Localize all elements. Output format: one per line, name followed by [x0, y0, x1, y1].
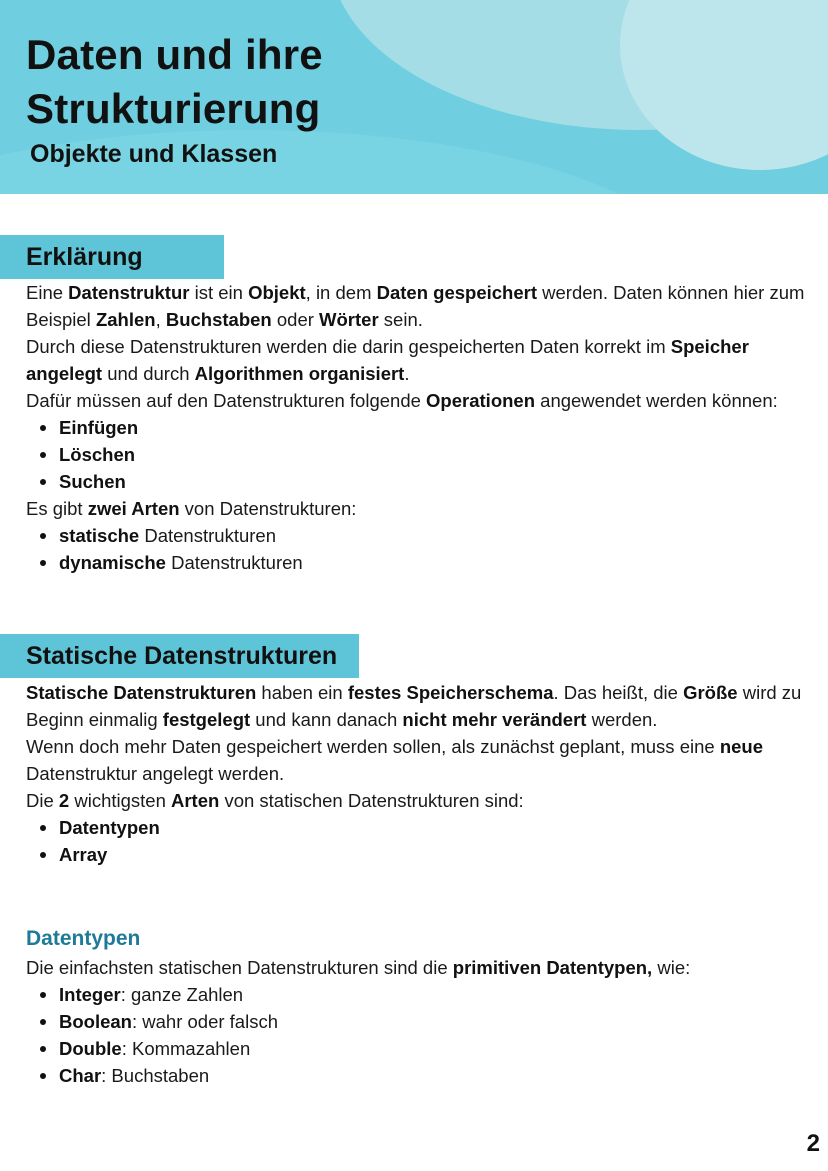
text-run: von Datenstrukturen: [179, 498, 357, 519]
text-run: und kann danach [250, 709, 403, 730]
primitive-types-list [26, 981, 806, 1089]
bold-term: primitiven Datentypen, [452, 957, 653, 978]
bold-term: Datentypen [59, 817, 160, 838]
bold-term: Double [59, 1038, 122, 1059]
text-run: ist ein [189, 282, 249, 303]
section-heading-erklaerung: Erklärung [26, 243, 143, 271]
statisch-paragraph-3 [26, 787, 806, 814]
section-heading-statisch: Statische Datenstrukturen [26, 642, 338, 670]
text-run: von statischen Datenstrukturen sind: [219, 790, 524, 811]
text-run: wie: [652, 957, 691, 978]
bold-term: festes Speicherschema [347, 682, 554, 703]
erklaerung-paragraph-1 [26, 279, 806, 333]
erklaerung-paragraph-4 [26, 495, 806, 522]
list-item [26, 549, 806, 576]
text-run: oder [271, 309, 320, 330]
bold-term: Einfügen [59, 417, 139, 438]
text-run: Datenstruktur angelegt werden. [26, 763, 285, 784]
text-run: Durch diese Datenstrukturen werden die darin gespeicherten Daten korrekt im [26, 336, 671, 357]
page-subtitle: Objekte und Klassen [30, 140, 278, 168]
text-run: , [155, 309, 166, 330]
list-item [26, 1008, 806, 1035]
structure-types-list [26, 522, 806, 576]
text-run: Die einfachsten statischen Datenstrukturen sind die [26, 957, 453, 978]
bold-term: zwei Arten [87, 498, 180, 519]
bold-term: Wörter [319, 309, 379, 330]
banner-decor-circle-small [620, 0, 828, 170]
bold-term: statische [59, 525, 140, 546]
text-run: Datenstrukturen [165, 552, 303, 573]
text-run: : ganze Zahlen [120, 984, 244, 1005]
bold-term: Datenstruktur [68, 282, 190, 303]
bold-term: Arten [171, 790, 220, 811]
list-item [26, 981, 806, 1008]
section-header-statisch [0, 634, 359, 678]
bold-term: Array [59, 844, 108, 865]
text-run: wichtigsten [69, 790, 171, 811]
datentypen-paragraph-1 [26, 954, 806, 981]
bold-term: Daten gespeichert [376, 282, 538, 303]
list-item [26, 1062, 806, 1089]
text-run: wird zu Beginn einmalig [26, 682, 802, 730]
bold-term: Statische Datenstrukturen [26, 682, 257, 703]
text-run: Es gibt [26, 498, 88, 519]
bold-term: Integer [59, 984, 121, 1005]
page-title [26, 28, 323, 136]
page-number: 2 [806, 1130, 820, 1157]
text-run: sein. [378, 309, 423, 330]
header-banner [0, 0, 828, 194]
bold-term: Zahlen [95, 309, 156, 330]
bold-term: Löschen [59, 444, 136, 465]
erklaerung-paragraph-3 [26, 387, 806, 414]
text-run: Dafür müssen auf den Datenstrukturen folgende [26, 390, 427, 411]
bold-term: Speicher angelegt [26, 336, 749, 384]
text-run: : Buchstaben [101, 1065, 210, 1086]
text-run: werden. Daten können hier zum Beispiel [26, 282, 805, 330]
bold-term: nicht mehr verändert [402, 709, 587, 730]
page-title-line2: Strukturierung [26, 85, 321, 132]
bold-term: Char [59, 1065, 102, 1086]
text-run: Datenstrukturen [139, 525, 276, 546]
datentypen-body [26, 954, 806, 1089]
text-run: Wenn doch mehr Daten gespeichert werden sollen, als zunächst geplant, muss eine [26, 736, 720, 757]
text-run: . [404, 363, 410, 384]
bold-term: Operationen [426, 390, 536, 411]
list-item [26, 414, 806, 441]
bold-term: Buchstaben [165, 309, 272, 330]
erklaerung-paragraph-2 [26, 333, 806, 387]
text-run: , in dem [305, 282, 377, 303]
text-run: : Kommazahlen [121, 1038, 251, 1059]
operations-list [26, 414, 806, 495]
text-run: werden. [586, 709, 658, 730]
list-item [26, 814, 806, 841]
text-run: : wahr oder falsch [131, 1011, 278, 1032]
bold-term: neue [719, 736, 763, 757]
text-run: haben ein [256, 682, 348, 703]
list-item [26, 1035, 806, 1062]
subheading-datentypen: Datentypen [26, 927, 141, 950]
section-header-erklaerung [0, 235, 224, 279]
bold-term: Boolean [59, 1011, 132, 1032]
erklaerung-body [26, 279, 806, 576]
text-run: . Das heißt, die [553, 682, 684, 703]
bold-term: Objekt [248, 282, 306, 303]
bold-term: Suchen [59, 471, 126, 492]
list-item [26, 841, 806, 868]
statisch-body [26, 679, 806, 868]
text-run: Eine [26, 282, 69, 303]
list-item [26, 522, 806, 549]
statisch-paragraph-1 [26, 679, 806, 733]
list-item [26, 441, 806, 468]
bold-term: Algorithmen organisiert [194, 363, 405, 384]
text-run: angewendet werden können: [535, 390, 778, 411]
bold-term: dynamische [59, 552, 166, 573]
static-kinds-list [26, 814, 806, 868]
bold-term: Größe [683, 682, 738, 703]
bold-term: 2 [58, 790, 70, 811]
statisch-paragraph-2 [26, 733, 806, 787]
bold-term: festgelegt [162, 709, 251, 730]
text-run: Die [26, 790, 59, 811]
list-item [26, 468, 806, 495]
page-title-line1: Daten und ihre [26, 31, 323, 78]
text-run: und durch [102, 363, 195, 384]
